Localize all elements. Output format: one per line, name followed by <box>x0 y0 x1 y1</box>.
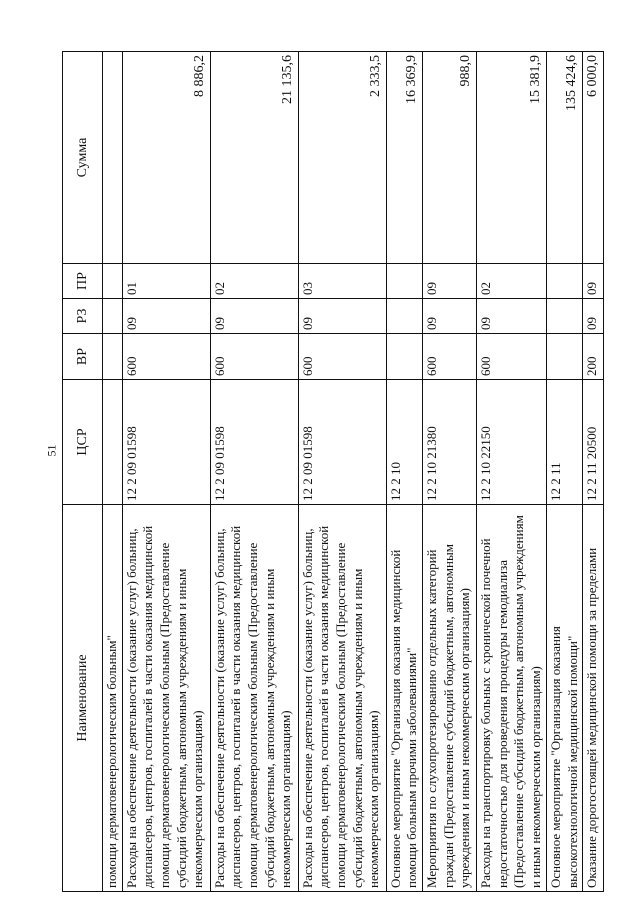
cell-sum: 8 886,2 <box>122 52 210 264</box>
cell-name: Расходы на обеспечение деятельности (оказание услуг) больниц, диспансеров, центров, госпиталей в части оказания медицинской помощи дерматовенерологическим больным (Предоставление субсидий бюджетным, автономным учреждениям и иным некоммерческим организациям) <box>298 505 386 892</box>
cell-pr: 09 <box>422 264 476 299</box>
cell-pr <box>546 264 582 299</box>
cell-sum: 6 000,0 <box>583 52 604 264</box>
header-csr: ЦСР <box>63 380 103 505</box>
cell-rz: 09 <box>210 299 298 334</box>
cell-vr: 600 <box>422 334 476 380</box>
cell-rz: 09 <box>422 299 476 334</box>
cell-pr <box>386 264 422 299</box>
cell-vr <box>546 334 582 380</box>
table-row <box>103 52 123 892</box>
cell-pr: 03 <box>298 264 386 299</box>
budget-table <box>62 51 604 892</box>
cell-rz <box>546 299 582 334</box>
cell-sum: 16 369,9 <box>386 52 422 264</box>
header-vr: ВР <box>63 334 103 380</box>
cell-sum: 988,0 <box>422 52 476 264</box>
cell-name: Мероприятия по слухопротезированию отдельных категорий граждан (Предоставление субсидий бюджетным, автономным учреждениям и иным некоммерческим организациям) <box>422 505 476 892</box>
cell-csr <box>103 380 123 505</box>
cell-rz <box>386 299 422 334</box>
cell-rz <box>103 299 123 334</box>
cell-name: помощи дерматовенерологическим больным" <box>103 505 123 892</box>
cell-rz: 09 <box>298 299 386 334</box>
table-row <box>546 52 582 892</box>
cell-vr <box>386 334 422 380</box>
cell-csr: 12 2 11 20500 <box>583 380 604 505</box>
table-row <box>476 52 546 892</box>
cell-name: Основное мероприятие "Организация оказания высокотехнологичной медицинской помощи" <box>546 505 582 892</box>
cell-rz: 09 <box>583 299 604 334</box>
cell-vr: 200 <box>583 334 604 380</box>
cell-pr <box>103 264 123 299</box>
cell-sum <box>103 52 123 264</box>
cell-sum: 21 135,6 <box>210 52 298 264</box>
table-row <box>422 52 476 892</box>
cell-name: Основное мероприятие "Организация оказания медицинской помощи больным прочими заболеваниями" <box>386 505 422 892</box>
budget-table-rotated <box>62 52 602 892</box>
table-row <box>210 52 298 892</box>
header-sum: Сумма <box>63 52 103 264</box>
cell-vr: 600 <box>476 334 546 380</box>
cell-csr: 12 2 10 21380 <box>422 380 476 505</box>
cell-pr: 02 <box>210 264 298 299</box>
cell-sum: 2 333,5 <box>298 52 386 264</box>
cell-vr <box>103 334 123 380</box>
header-name: Наименование <box>63 505 103 892</box>
cell-pr: 09 <box>583 264 604 299</box>
cell-csr: 12 2 10 <box>386 380 422 505</box>
cell-rz: 09 <box>476 299 546 334</box>
cell-sum: 135 424,6 <box>546 52 582 264</box>
cell-csr: 12 2 09 01598 <box>298 380 386 505</box>
cell-csr: 12 2 11 <box>546 380 582 505</box>
cell-vr: 600 <box>122 334 210 380</box>
table-header-row <box>63 52 103 892</box>
page-number: 51 <box>44 444 59 457</box>
cell-vr: 600 <box>210 334 298 380</box>
cell-name: Оказание дорогостоящей медицинской помощи за пределами <box>583 505 604 892</box>
cell-rz: 09 <box>122 299 210 334</box>
table-row <box>386 52 422 892</box>
cell-pr: 01 <box>122 264 210 299</box>
header-pr: ПР <box>63 264 103 299</box>
header-rz: РЗ <box>63 299 103 334</box>
cell-csr: 12 2 10 22150 <box>476 380 546 505</box>
cell-pr: 02 <box>476 264 546 299</box>
cell-name: Расходы на обеспечение деятельности (оказание услуг) больниц, диспансеров, центров, госпиталей в части оказания медицинской помощи дерматовенерологическим больным (Предоставление субсидий бюджетным, автономным учреждениям и иным некоммерческим организациям) <box>122 505 210 892</box>
cell-csr: 12 2 09 01598 <box>210 380 298 505</box>
table-row <box>298 52 386 892</box>
table-row <box>122 52 210 892</box>
cell-name: Расходы на транспортировку больных с хронической почечной недостаточностью для проведения процедуры гемодиализа (Предоставление субсидий бюджетным, автономным учреждениям и иным некоммерческим организациям) <box>476 505 546 892</box>
cell-vr: 600 <box>298 334 386 380</box>
table-row <box>583 52 604 892</box>
cell-name: Расходы на обеспечение деятельности (оказание услуг) больниц, диспансеров, центров, госпиталей в части оказания медицинской помощи дерматовенерологическим больным (Предоставление субсидий бюджетным, автономным учреждениям и иным некоммерческим организациям) <box>210 505 298 892</box>
cell-csr: 12 2 09 01598 <box>122 380 210 505</box>
cell-sum: 15 381,9 <box>476 52 546 264</box>
